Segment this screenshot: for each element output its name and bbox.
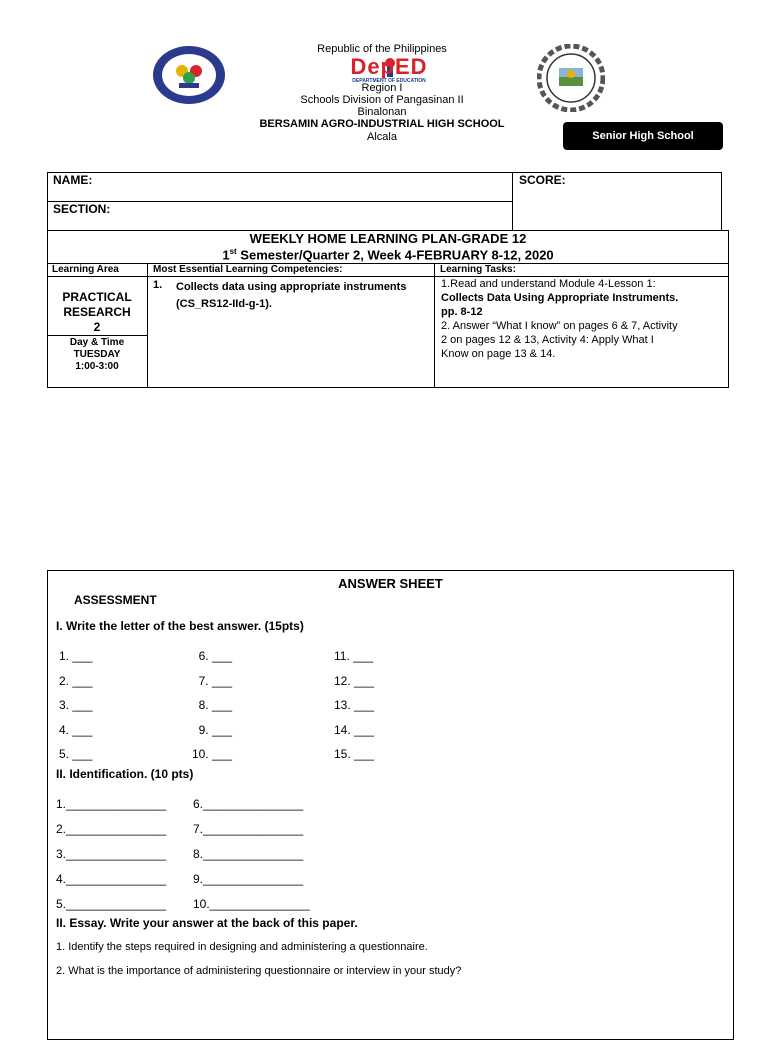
subject-name: PRACTICAL RESEARCH 2 (62, 290, 132, 334)
part3-instruction: II. Essay. Write your answer at the back of this paper. (56, 916, 358, 930)
part2-instruction: II. Identification. (10 pts) (56, 767, 194, 781)
mel-number: 1. (153, 279, 163, 291)
region-text: Region I (361, 82, 403, 94)
answer-sheet-title: ANSWER SHEET (338, 576, 443, 591)
mel-competency: Collects data using appropriate instruments (CS_RS12-IId-g-1). (176, 281, 407, 310)
division-text: Schools Division of Pangasinan II (300, 94, 464, 106)
name-label: NAME: (53, 173, 93, 187)
plan-title: WEEKLY HOME LEARNING PLAN-GRADE 12 (249, 231, 527, 246)
deped-subtitle: DEPARTMENT OF EDUCATION (352, 78, 426, 84)
col-learning-area: Learning Area (52, 264, 119, 275)
day-time: Day & Time TUESDAY 1:00-3:00 (69, 337, 125, 372)
locale-text: Alcala (367, 131, 397, 143)
town-text: Binalonan (357, 106, 407, 118)
deped-wordmark: DepED (350, 54, 428, 79)
mc-col1: 1. ___ 2. ___ 3. ___ 4. ___ 5. ___ (59, 649, 93, 761)
assessment-heading: ASSESSMENT (74, 593, 157, 607)
learning-tasks: 1.Read and understand Module 4-Lesson 1: Collects Data Using Appropriate Instruments. pp. 8-12 2. Answer “What I know” on pages 6 & 7, Activity 2 on pages 12 & 13, Activity 4: Apply What I Know on page 13 & 14. (441, 278, 679, 360)
essay-question-1: 1. Identify the steps required in designing and administering a questionnaire. (56, 941, 428, 953)
col-tasks: Learning Tasks: (440, 264, 516, 275)
republic-text: Republic of the Philippines (317, 43, 447, 55)
senior-high-badge: Senior High School (563, 122, 723, 150)
essay-question-2: 2. What is the importance of administering questionnaire or interview in your study? (56, 965, 462, 977)
school-seal-logo (537, 44, 605, 112)
deped-logo (338, 55, 440, 85)
part1-instruction: I. Write the letter of the best answer. (15pts) (56, 619, 304, 633)
col-competencies: Most Essential Learning Competencies: (153, 264, 343, 275)
seal-year: 1990 (181, 90, 197, 97)
section-label: SECTION: (53, 202, 111, 216)
mc-col3: 11. ___ 12. ___ 13. ___ 14. ___ 15. ___ (334, 649, 375, 761)
school-name: BERSAMIN AGRO-INDUSTRIAL HIGH SCHOOL (259, 118, 505, 130)
mc-col2: 6. ___ 7. ___ 8. ___ 9. ___ 10. ___ (191, 649, 232, 761)
score-label: SCORE: (519, 173, 566, 187)
plan-semester: 1st Semester/Quarter 2, Week 4-FEBRUARY 8-12, 2020 (222, 247, 554, 263)
id-col2: 6._______________ 7._______________ 8._______________ 9._______________ 10._______________ (193, 797, 310, 911)
id-col1: 1._______________ 2._______________ 3._______________ 4._______________ 5._______________ (56, 797, 167, 911)
